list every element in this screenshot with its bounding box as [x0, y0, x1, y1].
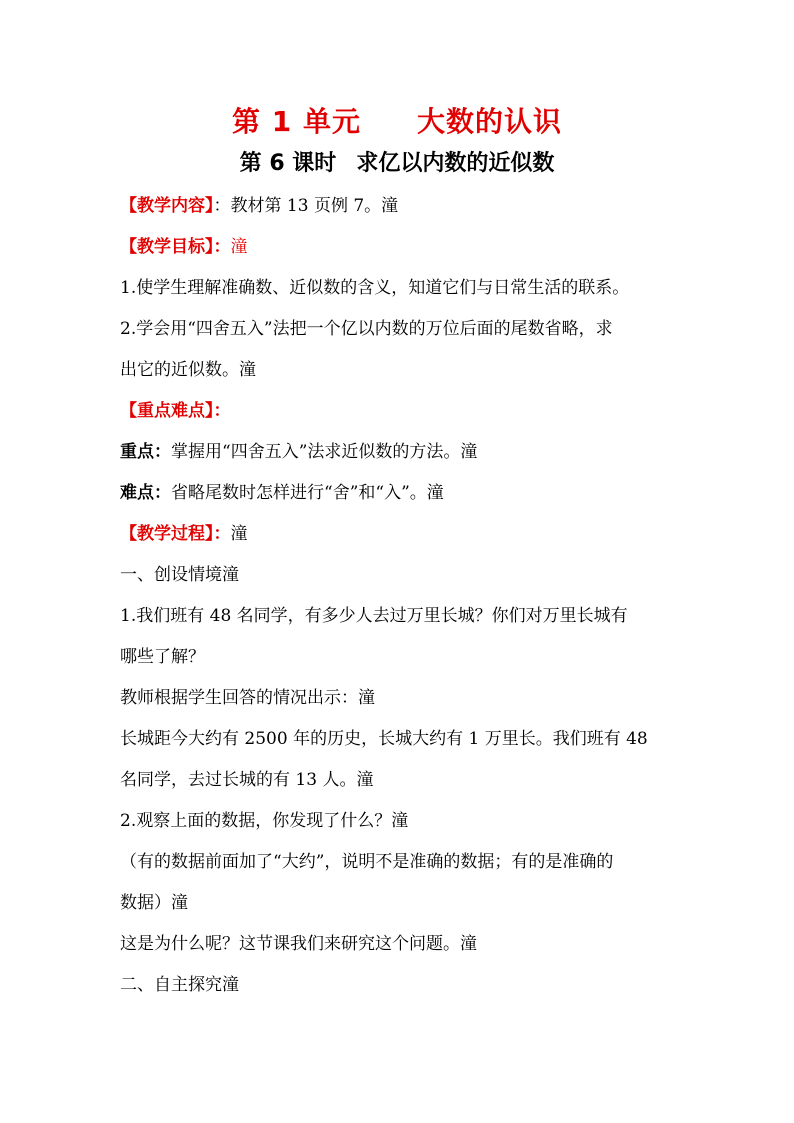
- paragraph-4-text: 2.观察上面的数据，你发现了什么？: [120, 811, 392, 831]
- paragraph-6-text: 这是为什么呢？这节课我们来研究这个问题。: [120, 934, 460, 954]
- teaching-content-text: ：教材第 13 页例 7。: [213, 196, 382, 216]
- anchor-mark: 潼: [230, 237, 248, 257]
- unit-name: 大数的认识: [416, 105, 562, 138]
- difficult-point-text: 省略尾数时怎样进行“舍”和“入”。: [171, 483, 427, 503]
- teaching-content-heading: 【教学内容】: [120, 196, 214, 216]
- key-difficult-line: [120, 391, 680, 432]
- anchor-mark: 潼: [358, 688, 375, 708]
- paragraph-2-text: 教师根据学生回答的情况出示：: [120, 688, 358, 708]
- anchor-mark: 潼: [239, 360, 256, 380]
- key-difficult-colon: ：: [213, 401, 231, 421]
- anchor-mark: 潼: [356, 770, 374, 790]
- paragraph-5a: （有的数据前面加了“大约”，说明不是准确的数据；有的是准确的: [120, 852, 614, 872]
- goal-item-2b-text: 出它的近似数。: [120, 360, 239, 380]
- lesson-number: 第 6 课时: [239, 151, 337, 176]
- part-2-text: 二、自主探究: [120, 975, 222, 995]
- goal-item-1: 1.使学生理解准确数、近似数的含义，知道它们与日常生活的联系。: [120, 278, 630, 298]
- anchor-mark: 潼: [460, 442, 478, 462]
- paragraph-5b-text: 数据）: [120, 893, 171, 913]
- teaching-goal-colon: ：: [213, 237, 231, 257]
- lesson-body: [120, 186, 680, 1006]
- paragraph-6: [120, 924, 680, 965]
- teaching-goal-line: [120, 227, 680, 268]
- paragraph-3a: 长城距今大约有 2500 年的历史，长城大约有 1 万里长。我们班有 48: [120, 729, 648, 749]
- paragraph-4: [120, 801, 680, 842]
- teaching-content-line: [120, 186, 680, 227]
- unit-number: 第 1 单元: [232, 105, 361, 138]
- part-2-heading: [120, 965, 680, 1006]
- key-point-label: 重点：: [120, 442, 171, 462]
- paragraph-1a: 1.我们班有 48 名同学，有多少人去过万里长城？你们对万里长城有: [120, 606, 628, 626]
- difficult-point-label: 难点：: [120, 483, 171, 503]
- key-point-line: [120, 432, 680, 473]
- paragraph-3b: [120, 760, 680, 801]
- teaching-process-colon: ：: [213, 524, 231, 544]
- teaching-process-heading: 【教学过程】: [120, 524, 214, 544]
- unit-title: [0, 100, 794, 140]
- key-point-text: 掌握用“四舍五入”法求近似数的方法。: [171, 442, 461, 462]
- teaching-goal-heading: 【教学目标】: [120, 237, 214, 257]
- anchor-mark: 潼: [222, 565, 239, 585]
- part-1-text: 一、创设情境: [120, 565, 222, 585]
- paragraph-5b: [120, 883, 680, 924]
- anchor-mark: 潼: [230, 524, 248, 544]
- lesson-title: [0, 146, 794, 177]
- key-difficult-heading: 【重点难点】: [120, 401, 214, 421]
- anchor-mark: 潼: [460, 934, 477, 954]
- anchor-mark: 潼: [381, 196, 399, 216]
- paragraph-3b-text: 名同学，去过长城的有 13 人。: [120, 770, 357, 790]
- teaching-process-line: [120, 514, 680, 555]
- goal-item-2b: [120, 350, 680, 391]
- goal-item-2a: 2.学会用“四舍五入”法把一个亿以内数的万位后面的尾数省略，求: [120, 319, 613, 339]
- part-1-heading: [120, 555, 680, 596]
- difficult-point-line: [120, 473, 680, 514]
- anchor-mark: 潼: [391, 811, 409, 831]
- anchor-mark: 潼: [171, 893, 188, 913]
- lesson-name: 求亿以内数的近似数: [356, 151, 555, 176]
- paragraph-2: [120, 678, 680, 719]
- anchor-mark: 潼: [426, 483, 444, 503]
- anchor-mark: 潼: [222, 975, 239, 995]
- paragraph-1b: 哪些了解？: [120, 647, 205, 667]
